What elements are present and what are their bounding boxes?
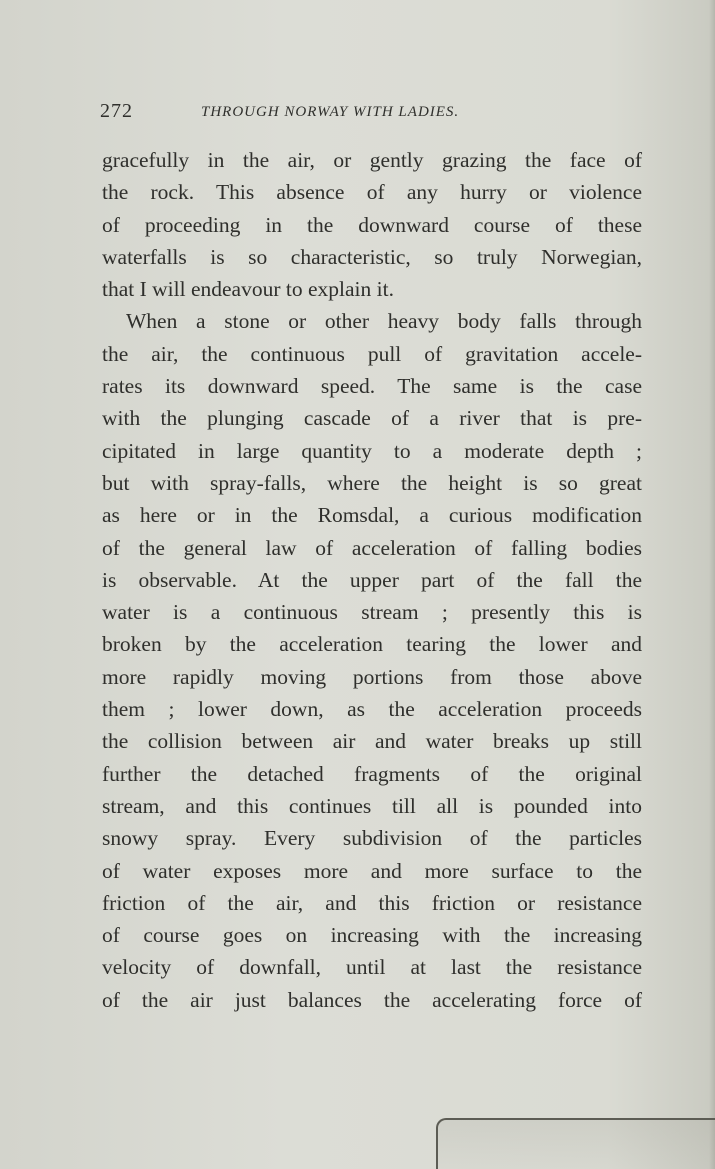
text-line: of the air just balances the accelerating force of <box>102 987 642 1012</box>
text-line: stream, and this continues till all is pounded into <box>102 793 642 818</box>
text-line: friction of the air, and this friction or resistance <box>102 890 642 915</box>
text-line: the rock. This absence of any hurry or violence <box>102 180 642 205</box>
page-header <box>100 100 560 128</box>
text-line: that I will endeavour to explain it. <box>102 277 394 302</box>
text-line: broken by the acceleration tearing the lower and <box>102 632 642 657</box>
text-line: rates its downward speed. The same is the case <box>102 374 642 399</box>
text-line: waterfalls is so characteristic, so truly Norwegian, <box>102 244 642 269</box>
text-line: snowy spray. Every subdivision of the particles <box>102 826 642 851</box>
text-line: When a stone or other heavy body falls through <box>126 309 642 334</box>
text-line: them ; lower down, as the acceleration proceeds <box>102 697 642 722</box>
text-line: as here or in the Romsdal, a curious modification <box>102 503 642 528</box>
text-line: cipitated in large quantity to a moderate depth ; <box>102 438 642 463</box>
text-line: the air, the continuous pull of gravitation accele- <box>102 341 642 366</box>
text-line: water is a continuous stream ; presently this is <box>102 600 642 625</box>
page-edge-shadow <box>709 0 715 1169</box>
text-line: of the general law of acceleration of falling bodies <box>102 535 642 560</box>
text-line: but with spray-falls, where the height is so great <box>102 470 642 495</box>
scan-tab-marker <box>436 1118 715 1169</box>
text-line: of proceeding in the downward course of these <box>102 212 642 237</box>
text-line: more rapidly moving portions from those above <box>102 664 642 689</box>
text-line: velocity of downfall, until at last the resistance <box>102 955 642 980</box>
text-line: is observable. At the upper part of the fall the <box>102 567 642 592</box>
text-line: gracefully in the air, or gently grazing the face of <box>102 148 642 172</box>
running-title: THROUGH NORWAY WITH LADIES. <box>201 104 460 120</box>
page-number: 272 <box>100 100 133 122</box>
text-line: of water exposes more and more surface to the <box>102 858 642 883</box>
text-line: further the detached fragments of the original <box>102 761 642 786</box>
text-line: the collision between air and water breaks up still <box>102 729 642 754</box>
text-line: of course goes on increasing with the increasing <box>102 923 642 948</box>
text-line: with the plunging cascade of a river that is pre- <box>102 406 642 431</box>
body-text <box>102 144 642 1016</box>
